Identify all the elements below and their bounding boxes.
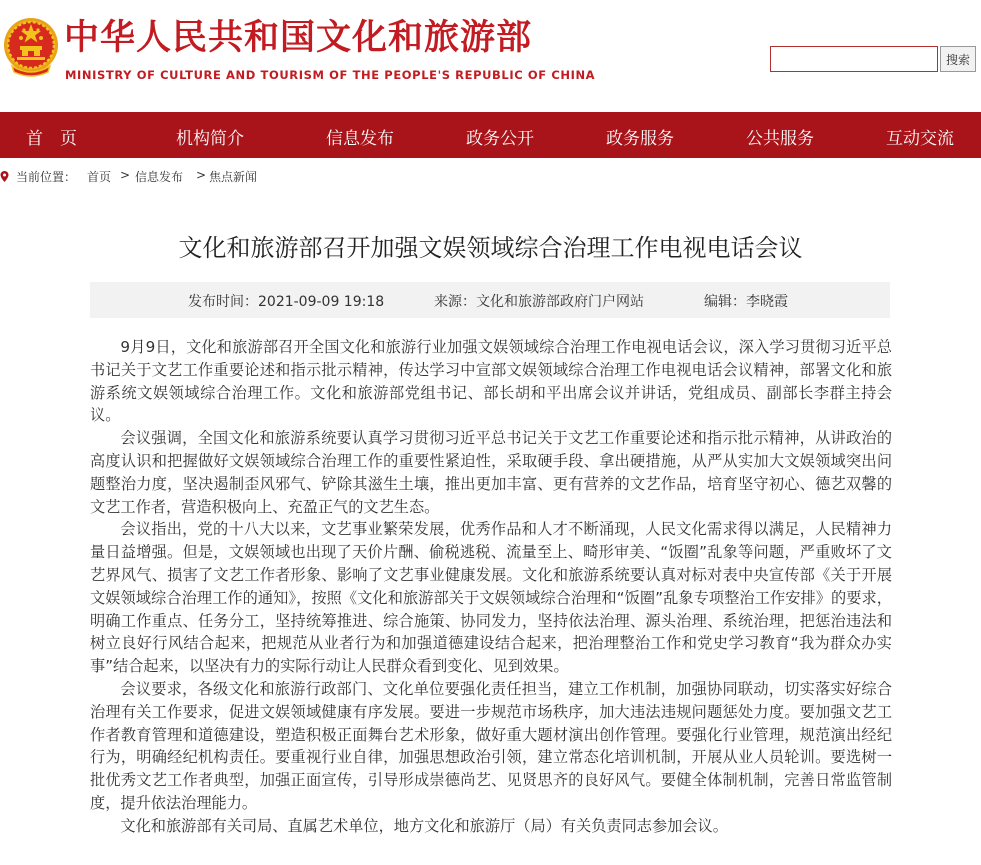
breadcrumb-separator: >: [196, 168, 207, 182]
article-paragraph: 会议指出，党的十八大以来，文艺事业繁荣发展，优秀作品和人才不断涌现，人民文化需求得以满足，人民精神力量日益增强。但是，文娱领域也出现了天价片酬、偷税逃税、流量至上、畸形审美、“饭圈”乱象等问题，严重败坏了文艺界风气、损害了文艺工作者形象、影响了文艺事业健康发展。文化和旅游系统要认真对标对表中央宣传部《关于开展文娱领域综合治理工作的通知》，按照《文化和旅游部关于文娱领域综合治理和“饭圈”乱象专项整治工作安排》的要求，明确工作重点、任务分工，坚持统筹推进、综合施策、协同发力，坚持依法治理、源头治理、系统治理，把惩治违法和树立良好行风结合起来，把规范从业者行为和加强道德建设结合起来，把治理整治工作和党史学习教育“我为群众办实事”结合起来，以坚决有力的实际行动让人民群众看到变化、见到效果。: [90, 520, 892, 676]
nav-item-affairs[interactable]: 政务公开: [466, 129, 534, 149]
site-header: [0, 0, 981, 112]
article-paragraph: 会议要求，各级文化和旅游行政部门、文化单位要强化责任担当，建立工作机制，加强协同联动，切实落实好综合治理有关工作要求，促进文娱领域健康有序发展。要进一步规范市场秩序，加大违法违规问题惩处力度。要加强文艺工作者教育管理和道德建设，塑造积极正面舞台艺术形象，做好重大题材演出创作管理。要强化行业管理，规范演出经纪行为，明确经纪机构责任。要重视行业自律，加强思想政治引领，建立常态化培训机制，开展从业人员轮训。要选树一批优秀文艺工作者典型，加强正面宣传，引导形成崇德尚艺、见贤思齐的良好风气。要健全体制机制，完善日常监管制度，提升依法治理能力。: [90, 679, 892, 812]
breadcrumb-home[interactable]: 首页: [87, 170, 112, 184]
breadcrumb-info[interactable]: 信息发布: [135, 170, 184, 184]
site-title: 中华人民共和国文化和旅游部: [64, 17, 533, 58]
site-subtitle: MINISTRY OF CULTURE AND TOURISM OF THE PEOPLE'S REPUBLIC OF CHINA: [65, 68, 596, 82]
publish-date: 发布时间：2021-09-09 19:18: [188, 294, 385, 310]
national-emblem-icon: [2, 14, 60, 78]
article-meta: [90, 282, 890, 318]
article-source: 来源：文化和旅游部政府门户网站: [434, 294, 644, 310]
breadcrumb-news[interactable]: 焦点新闻: [209, 170, 258, 184]
article-title: 文化和旅游部召开加强文娱领域综合治理工作电视电话会议: [178, 234, 803, 262]
nav-item-public-services[interactable]: 公共服务: [746, 129, 814, 149]
search-button[interactable]: 搜索: [940, 46, 976, 72]
location-icon: [0, 171, 9, 182]
search-input[interactable]: [770, 46, 938, 72]
nav-item-about[interactable]: 机构简介: [176, 129, 244, 149]
breadcrumb-label: 当前位置：: [16, 170, 77, 184]
article-editor: 编辑：李晓霞: [704, 294, 788, 310]
main-nav: [0, 112, 981, 158]
article-paragraph: 文化和旅游部有关司局、直属艺术单位，地方文化和旅游厅（局）有关负责同志参加会议。: [120, 816, 728, 835]
article-paragraph: 会议强调，全国文化和旅游系统要认真学习贯彻习近平总书记关于文艺工作重要论述和指示批示精神，从讲政治的高度认识和把握做好文娱领域综合治理工作的重要性紧迫性，采取硬手段、拿出硬措施，从严从实加大文娱领域突出问题整治力度，坚决遏制歪风邪气、铲除其滋生土壤，推出更加丰富、更有营养的文艺作品，培育坚守初心、德艺双馨的文艺工作者，营造积极向上、充盈正气的文艺生态。: [90, 429, 892, 516]
article-body: [90, 336, 892, 838]
breadcrumb-separator: >: [120, 168, 131, 182]
article-paragraph: 9月9日，文化和旅游部召开全国文化和旅游行业加强文娱领域综合治理工作电视电话会议，深入学习贯彻习近平总书记关于文艺工作重要论述和指示批示精神，传达学习中宣部文娱领域综合治理工作电视电话会议精神，部署文化和旅游系统文娱领域综合治理工作。文化和旅游部党组书记、部长胡和平出席会议并讲话，党组成员、副部长李群主持会议。: [90, 338, 892, 425]
nav-item-home[interactable]: 首 页: [26, 129, 77, 149]
nav-item-services[interactable]: 政务服务: [606, 129, 674, 149]
nav-item-news[interactable]: 信息发布: [326, 129, 394, 149]
breadcrumb: [0, 158, 981, 192]
nav-item-interaction[interactable]: 互动交流: [886, 129, 954, 149]
